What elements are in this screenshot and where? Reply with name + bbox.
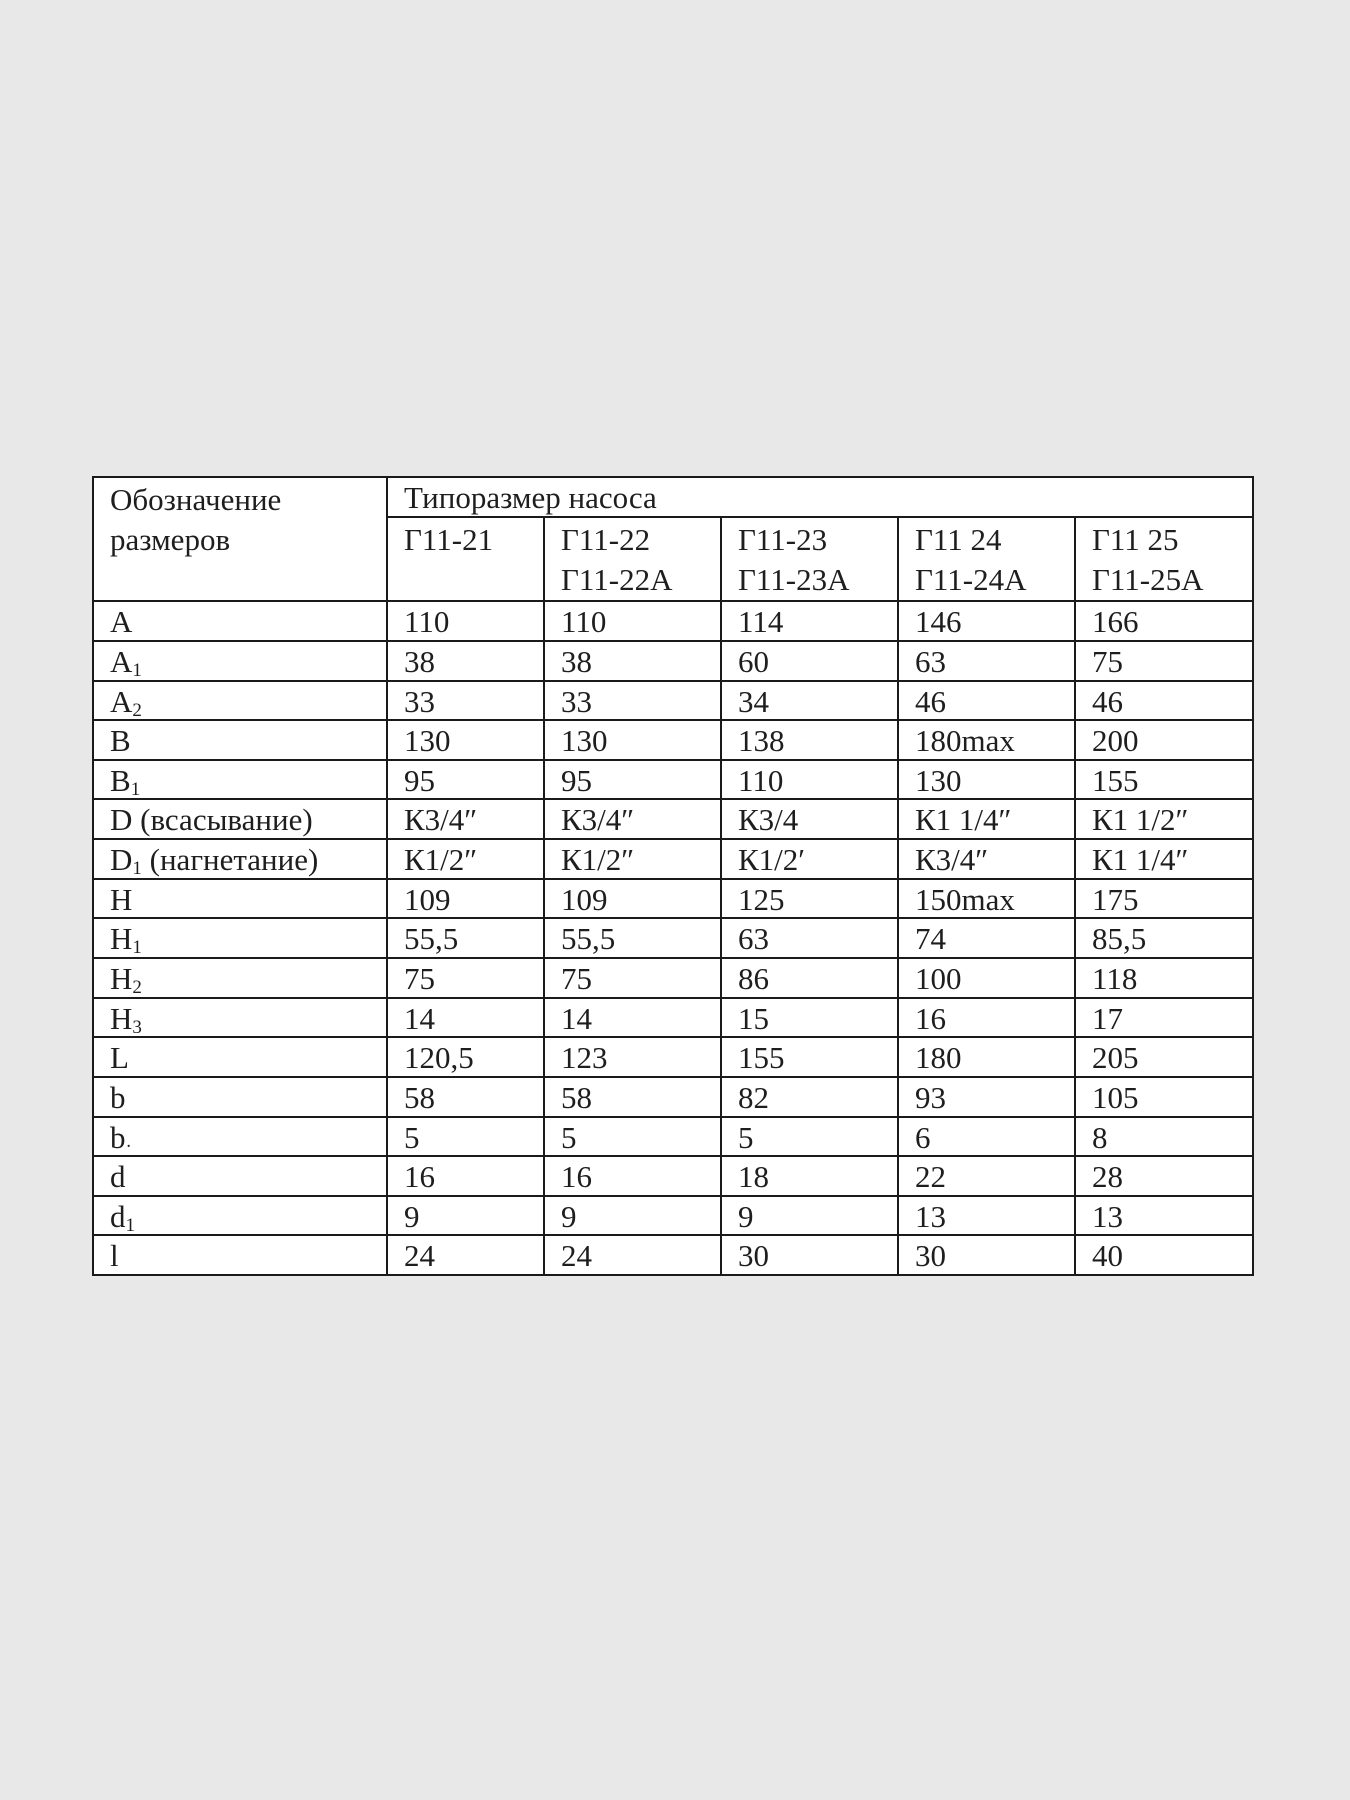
pump-model-name: Г11 25 <box>1092 521 1179 557</box>
dimension-description: (нагнетание) <box>141 842 319 878</box>
dimension-symbol: A <box>110 604 133 640</box>
dimension-value-cell: 46 <box>1075 681 1253 721</box>
corner-header-line: Обозначение <box>110 482 282 517</box>
dimension-symbol: B <box>110 762 131 798</box>
dimension-symbol: B <box>110 723 131 759</box>
table-row <box>93 681 1253 721</box>
dimension-symbol: H <box>110 921 133 957</box>
table-row <box>93 879 1253 919</box>
pump-model-header <box>544 517 721 602</box>
dimension-symbol: H <box>110 961 133 996</box>
dimension-value-cell: 118 <box>1075 958 1253 998</box>
dimension-value-cell: 6 <box>898 1117 1075 1157</box>
dimension-value-cell: 130 <box>387 720 544 760</box>
dimension-label-cell <box>93 799 387 839</box>
dimension-value-cell: 13 <box>898 1196 1075 1236</box>
dimension-label-cell <box>93 918 387 958</box>
dimension-subscript: 2 <box>132 699 142 721</box>
dimension-value-cell: 86 <box>721 958 898 998</box>
dimension-value-cell: 109 <box>544 879 721 919</box>
dimension-subscript: 1 <box>125 1214 135 1236</box>
dimension-value-cell: 38 <box>387 641 544 681</box>
dimension-label-cell <box>93 839 387 879</box>
table-header-row <box>93 477 1253 517</box>
dimension-label-cell <box>93 720 387 760</box>
dimension-value-cell: 22 <box>898 1156 1075 1196</box>
dimension-value-cell: 9 <box>544 1196 721 1236</box>
dimension-value-cell: 200 <box>1075 720 1253 760</box>
pump-model-name: Г11-22А <box>561 561 673 597</box>
dimension-subscript: 1 <box>130 778 141 800</box>
dimension-value-cell: 17 <box>1075 998 1253 1038</box>
dimension-symbol: d <box>110 1198 126 1234</box>
dimension-value-cell: 114 <box>721 601 898 641</box>
dimension-value-cell: 63 <box>721 918 898 958</box>
dimension-value-cell: 75 <box>387 958 544 998</box>
dimension-subscript: · <box>125 1135 132 1157</box>
dimension-value-cell: 180max <box>898 720 1075 760</box>
table-row <box>93 839 1253 879</box>
dimension-value-cell: 13 <box>1075 1196 1253 1236</box>
pump-model-name: Г11-23 <box>738 521 828 557</box>
dimension-value-cell: 82 <box>721 1077 898 1117</box>
dimension-value-cell: 8 <box>1075 1117 1253 1157</box>
dimension-label-cell <box>93 1235 387 1275</box>
dimension-value-cell: 95 <box>387 760 544 800</box>
dimension-value-cell: 46 <box>898 681 1075 721</box>
dimension-label-cell <box>93 760 387 800</box>
dimension-label-cell <box>93 1117 387 1157</box>
dimension-label-cell <box>93 1077 387 1117</box>
dimension-value-cell: 9 <box>721 1196 898 1236</box>
table-row <box>93 918 1253 958</box>
dimension-value-cell: К1/2″ <box>387 839 544 879</box>
pump-size-group-header: Типоразмер насоса <box>387 477 1253 517</box>
dimension-value-cell: 95 <box>544 760 721 800</box>
dimension-value-cell: 63 <box>898 641 1075 681</box>
dimension-value-cell: 109 <box>387 879 544 919</box>
dimension-value-cell: 75 <box>544 958 721 998</box>
dimension-value-cell: К1/2′ <box>721 839 898 879</box>
dimension-symbol: A <box>110 643 133 679</box>
dimension-value-cell: 5 <box>544 1117 721 1157</box>
dimension-value-cell: 9 <box>387 1196 544 1236</box>
pump-model-name: Г11-22 <box>561 521 651 557</box>
dimension-value-cell: 16 <box>544 1156 721 1196</box>
pump-model-name: Г11 24 <box>915 521 1002 557</box>
pump-model-name: Г11-21 <box>404 521 494 557</box>
dimension-value-cell: 75 <box>1075 641 1253 681</box>
dimension-value-cell: 30 <box>721 1235 898 1275</box>
dimension-value-cell: 180 <box>898 1037 1075 1077</box>
table-row <box>93 1077 1253 1117</box>
pump-model-name: Г11-23А <box>738 561 850 597</box>
dimension-subscript: 1 <box>132 659 142 681</box>
dimension-symbol: A <box>110 683 133 719</box>
dimension-symbol: d <box>110 1159 126 1195</box>
dimension-value-cell: 24 <box>387 1235 544 1275</box>
dimension-value-cell: 30 <box>898 1235 1075 1275</box>
dimension-label-cell <box>93 1037 387 1077</box>
dimension-value-cell: 100 <box>898 958 1075 998</box>
dimension-value-cell: 205 <box>1075 1037 1253 1077</box>
dimension-label-cell <box>93 1196 387 1236</box>
dimension-value-cell: 130 <box>898 760 1075 800</box>
dimension-value-cell: 16 <box>387 1156 544 1196</box>
pump-model-name: Г11-24А <box>915 561 1027 597</box>
dimension-value-cell: 33 <box>544 681 721 721</box>
dimension-value-cell: 110 <box>721 760 898 800</box>
dimension-value-cell: 14 <box>387 998 544 1038</box>
dimension-value-cell: К1 1/4″ <box>898 799 1075 839</box>
dimension-symbol: D <box>110 842 133 878</box>
dimension-symbol: L <box>110 1040 129 1076</box>
dimension-subscript: 3 <box>132 1016 142 1038</box>
dimension-value-cell: 55,5 <box>387 918 544 958</box>
table-row <box>93 1037 1253 1077</box>
dimension-value-cell: 146 <box>898 601 1075 641</box>
dimension-value-cell: 34 <box>721 681 898 721</box>
dimension-label-cell <box>93 879 387 919</box>
dimension-label-cell <box>93 601 387 641</box>
dimension-value-cell: 28 <box>1075 1156 1253 1196</box>
corner-header-line: размеров <box>110 522 231 558</box>
dimension-value-cell: К3/4″ <box>387 799 544 839</box>
dimension-value-cell: 105 <box>1075 1077 1253 1117</box>
dimension-value-cell: 130 <box>544 720 721 760</box>
dimension-symbol: l <box>110 1238 119 1274</box>
table-row <box>93 1156 1253 1196</box>
table-row <box>93 958 1253 998</box>
table-row <box>93 760 1253 800</box>
dimension-label-cell <box>93 958 387 998</box>
dimension-label-cell <box>93 998 387 1038</box>
dimension-value-cell: 5 <box>387 1117 544 1157</box>
pump-model-header <box>721 517 898 602</box>
dimension-value-cell: 175 <box>1075 879 1253 919</box>
dimension-value-cell: 58 <box>387 1077 544 1117</box>
dimension-value-cell: 16 <box>898 998 1075 1038</box>
dimension-value-cell: 85,5 <box>1075 918 1253 958</box>
dimension-value-cell: 150max <box>898 879 1075 919</box>
dimension-symbol: b <box>110 1079 126 1115</box>
dimension-subscript: 1 <box>132 937 142 958</box>
dimension-value-cell: 120,5 <box>387 1037 544 1077</box>
dimension-designation-header <box>93 477 387 601</box>
dimension-label-cell <box>93 681 387 721</box>
dimension-symbol: b <box>110 1119 126 1155</box>
dimension-value-cell: 24 <box>544 1235 721 1275</box>
table-row <box>93 1196 1253 1236</box>
pump-model-header <box>898 517 1075 602</box>
dimension-value-cell: 58 <box>544 1077 721 1117</box>
table-row <box>93 799 1253 839</box>
dimension-value-cell: 60 <box>721 641 898 681</box>
table-row <box>93 1235 1253 1275</box>
dimension-value-cell: К3/4 <box>721 799 898 839</box>
dimension-symbol: D <box>110 802 133 838</box>
dimension-symbol: H <box>110 881 133 917</box>
dimension-value-cell: 166 <box>1075 601 1253 641</box>
dimension-value-cell: К1 1/4″ <box>1075 839 1253 879</box>
dimension-value-cell: К3/4″ <box>544 799 721 839</box>
pump-model-header <box>1075 517 1253 602</box>
dimension-value-cell: 155 <box>1075 760 1253 800</box>
document-page <box>92 476 1254 1276</box>
dimension-value-cell: К1 1/2″ <box>1075 799 1253 839</box>
dimension-value-cell: 125 <box>721 879 898 919</box>
dimension-symbol: H <box>110 1000 133 1036</box>
dimension-value-cell: 110 <box>387 601 544 641</box>
dimension-value-cell: К3/4″ <box>898 839 1075 879</box>
pump-model-header <box>387 517 544 602</box>
dimension-value-cell: 138 <box>721 720 898 760</box>
dimension-value-cell: 33 <box>387 681 544 721</box>
pump-model-name: Г11-25А <box>1092 561 1204 597</box>
dimension-description: (всасывание) <box>132 802 313 838</box>
dimension-value-cell: 55,5 <box>544 918 721 958</box>
dimension-value-cell: К1/2″ <box>544 839 721 879</box>
dimension-subscript: 2 <box>132 977 142 998</box>
table-row <box>93 998 1253 1038</box>
table-row <box>93 720 1253 760</box>
table-row <box>93 601 1253 641</box>
dimension-value-cell: 14 <box>544 998 721 1038</box>
dimension-value-cell: 18 <box>721 1156 898 1196</box>
table-row <box>93 1117 1253 1157</box>
dimension-label-cell <box>93 641 387 681</box>
dimension-value-cell: 110 <box>544 601 721 641</box>
table-body <box>93 601 1253 1275</box>
dimension-value-cell: 123 <box>544 1037 721 1077</box>
table-row <box>93 641 1253 681</box>
pump-dimensions-table <box>92 476 1254 1276</box>
dimension-subscript: 1 <box>132 858 142 879</box>
dimension-value-cell: 93 <box>898 1077 1075 1117</box>
dimension-value-cell: 5 <box>721 1117 898 1157</box>
dimension-value-cell: 15 <box>721 998 898 1038</box>
dimension-value-cell: 38 <box>544 641 721 681</box>
dimension-value-cell: 155 <box>721 1037 898 1077</box>
dimension-label-cell <box>93 1156 387 1196</box>
dimension-value-cell: 40 <box>1075 1235 1253 1275</box>
dimension-value-cell: 74 <box>898 918 1075 958</box>
